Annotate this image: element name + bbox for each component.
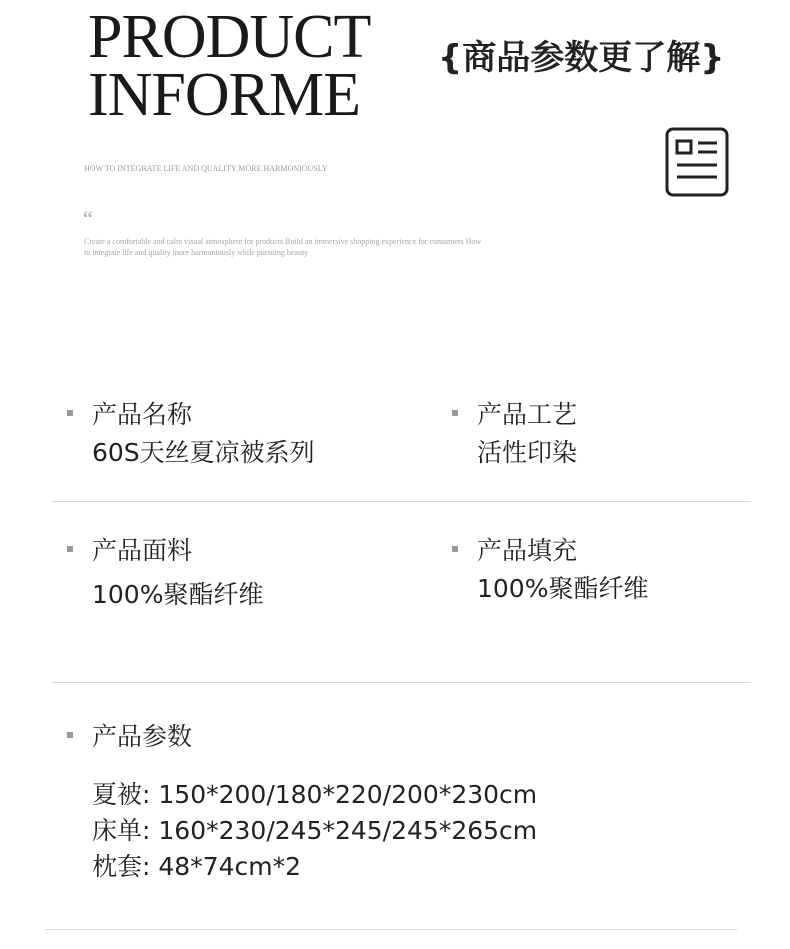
params-list <box>92 777 537 885</box>
section-heading: {商品参数更了解} <box>438 38 725 78</box>
field-label: 产品名称 <box>92 400 193 429</box>
params-row-value: 160*230/245*245/245*265cm <box>158 816 538 845</box>
field-label: 产品填充 <box>477 536 578 565</box>
divider <box>52 682 751 683</box>
params-row-value: 48*74cm*2 <box>158 852 302 881</box>
params-row-value: 150*200/180*220/200*230cm <box>158 780 538 809</box>
params-row <box>92 777 537 813</box>
divider <box>45 929 737 930</box>
hero-description: Create a comfortable and calm visual atmosphere for products Build an immersive shopping experience for consumers How to integrate life and quality more harmoniously while pursuing beauty <box>84 237 482 257</box>
field-label: 产品工艺 <box>477 400 578 429</box>
quote-mark: “ <box>83 206 93 231</box>
params-row-name: 夏被: <box>92 780 151 809</box>
params-row <box>92 849 537 885</box>
field-label: 产品面料 <box>92 536 193 565</box>
params-row-name: 枕套: <box>92 852 151 881</box>
field-value: 100%聚酯纤维 <box>92 580 264 609</box>
params-row-name: 床单: <box>92 816 151 845</box>
hero-title <box>88 3 371 129</box>
bullet-icon <box>452 410 458 416</box>
field-value: 100%聚酯纤维 <box>477 574 649 603</box>
bullet-icon <box>67 732 73 738</box>
divider <box>52 501 751 502</box>
field-value: 60S天丝夏凉被系列 <box>92 438 315 467</box>
field-process <box>477 398 577 470</box>
hero-title-line1: PRODUCT <box>88 3 371 71</box>
field-value: 活性印染 <box>477 438 578 467</box>
field-filling <box>477 534 648 606</box>
field-product-name <box>92 398 315 470</box>
field-label: 产品参数 <box>92 722 193 751</box>
field-params <box>92 720 192 754</box>
field-fabric <box>92 534 263 612</box>
hero-title-line2: INFORME <box>88 61 361 129</box>
tagline: HOW TO INTEGRATE LIFE AND QUALITY MORE HARMONIOUSLY <box>84 164 328 173</box>
bullet-icon <box>67 410 73 416</box>
bullet-icon <box>452 546 458 552</box>
bullet-icon <box>67 546 73 552</box>
document-icon <box>665 127 729 197</box>
params-row <box>92 813 537 849</box>
